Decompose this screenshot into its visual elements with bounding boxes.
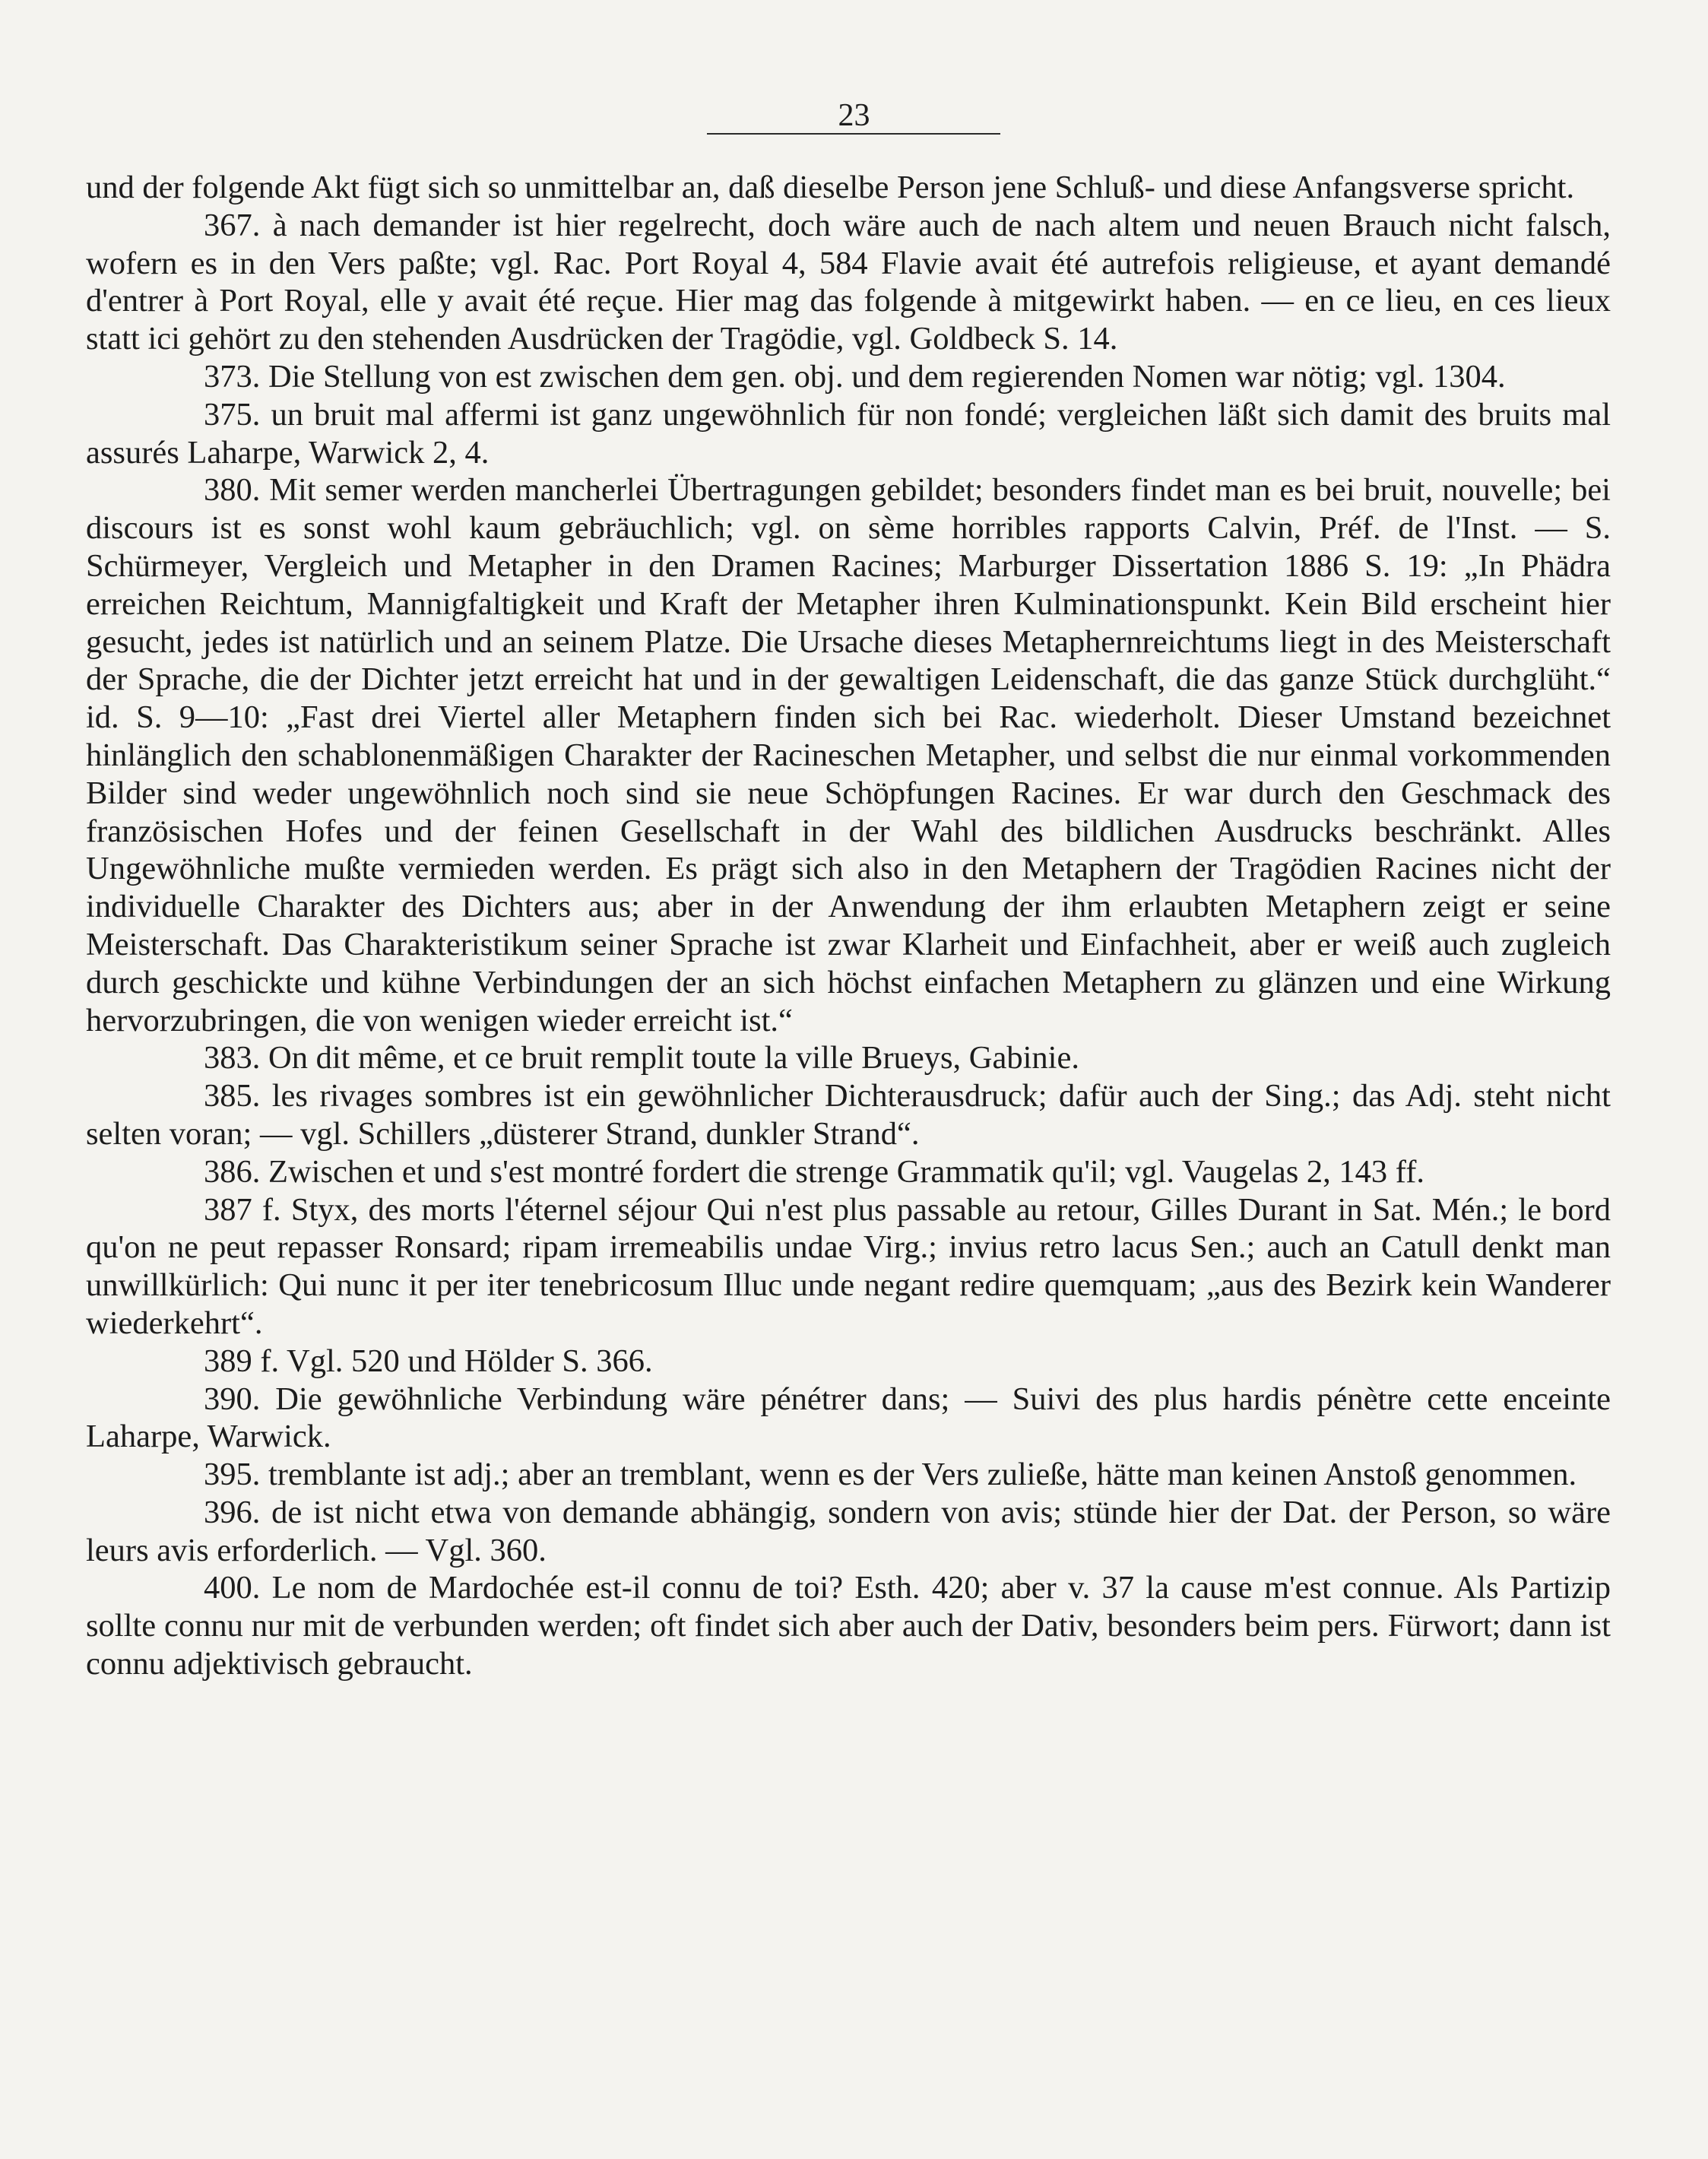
- note-383: 383. On dit même, et ce bruit remplit toute la ville Brueys, Gabinie.: [204, 1040, 1079, 1076]
- note-367: 367. à nach demander ist hier regelrecht, doch wäre auch de nach altem und neuen Brauch nicht falsch, wofern es in den Vers paßte; vgl. Rac. Port Royal 4, 584 Flavie avait été autrefois religieuse, et ayant demandé d'entrer à Port Royal, elle y avait été reçue. Hier mag das folgende à mitgewirkt haben. — en ce lieu, en ces lieux statt ici gehört zu den stehenden Ausdrücken der Tragödie, vgl. Goldbeck S. 14.: [86, 207, 1611, 357]
- note-396: 396. de ist nicht etwa von demande abhängig, sondern von avis; stünde hier der Dat. der Person, so wäre leurs avis erforderlich. — Vgl. 360.: [86, 1494, 1611, 1568]
- note-395: 395. tremblante ist adj.; aber an tremblant, wenn es der Vers zuließe, hätte man keinen Anstoß genommen.: [204, 1457, 1577, 1493]
- note-389: 389 f. Vgl. 520 und Hölder S. 366.: [204, 1343, 653, 1379]
- header-rule: [707, 133, 1000, 135]
- commentary-text: [86, 169, 1611, 1683]
- note-387: 387 f. Styx, des morts l'éternel séjour Qui n'est plus passable au retour, Gilles Durant in Sat. Mén.; le bord qu'on ne peut repasser Ronsard; ripam irremeabilis undae Virg.; invius retro lacus Sen.; auch an Catull denkt man unwillkürlich: Qui nunc it per iter tenebricosum Illuc unde negant redire quemquam; „aus des Bezirk kein Wanderer wiederkehrt“.: [86, 1191, 1611, 1341]
- note-390: 390. Die gewöhnliche Verbindung wäre pénétrer dans; — Suivi des plus hardis pénètre cette enceinte Laharpe, Warwick.: [86, 1381, 1611, 1455]
- note-386: 386. Zwischen et und s'est montré fordert die strenge Grammatik qu'il; vgl. Vaugelas 2, 143 ff.: [204, 1153, 1424, 1190]
- note-373: 373. Die Stellung von est zwischen dem gen. obj. und dem regierenden Nomen war nötig; vgl. 1304.: [204, 358, 1506, 395]
- note-385: 385. les rivages sombres ist ein gewöhnlicher Dichterausdruck; dafür auch der Sing.; das Adj. steht nicht selten voran; — vgl. Schillers „düsterer Strand, dunkler Strand“.: [86, 1078, 1611, 1152]
- paragraph-continuation: und der folgende Akt fügt sich so unmittelbar an, daß dieselbe Person jene Schluß- und diese Anfangsverse spricht.: [86, 170, 1575, 205]
- page-number: 23: [838, 98, 870, 133]
- note-380: 380. Mit semer werden mancherlei Übertragungen gebildet; besonders findet man es bei bruit, nouvelle; bei discours ist es sonst wohl kaum gebräuchlich; vgl. on sème horribles rapports Calvin, Préf. de l'Inst. — S. Schürmeyer, Vergleich und Metapher in den Dramen Racines; Marburger Dissertation 1886 S. 19: „In Phädra erreichen Reichtum, Mannigfaltigkeit und Kraft der Metapher ihren Kulminationspunkt. Kein Bild erscheint hier gesucht, jedes ist natürlich und an seinem Platze. Die Ursache dieses Metaphernreichtums liegt in des Meisterschaft der Sprache, die der Dichter jetzt erreicht hat und in der gewaltigen Leidenschaft, die das ganze Stück durchglüht.“ id. S. 9—10: „Fast drei Viertel aller Metaphern finden sich bei Rac. wiederholt. Dieser Umstand bezeichnet hinlänglich den schablonenmäßigen Charakter der Racineschen Metapher, und selbst die nur einmal vorkommenden Bilder sind weder ungewöhnlich noch sind sie neue Schöpfungen Racines. Er war durch den Geschmack des französischen Hofes und der feinen Gesellschaft in der Wahl des bildlichen Ausdrucks beschränkt. Alles Ungewöhnliche mußte vermieden werden. Es prägt sich also in den Metaphern der Tragödien Racines nicht der individuelle Charakter des Dichters aus; aber in der Anwendung der ihm erlaubten Metaphern zeigt er seine Meisterschaft. Das Charakteristikum seiner Sprache ist zwar Klarheit und Einfachheit, aber er weiß auch zugleich durch geschickte und kühne Verbindungen der an sich höchst einfachen Metaphern zu glänzen und eine Wirkung hervorzubringen, die von wenigen wieder erreicht ist.“: [86, 472, 1611, 1038]
- note-375: 375. un bruit mal affermi ist ganz ungewöhnlich für non fondé; vergleichen läßt sich damit des bruits mal assurés Laharpe, Warwick 2, 4.: [86, 396, 1611, 471]
- note-400: 400. Le nom de Mardochée est-il connu de toi? Esth. 420; aber v. 37 la cause m'est connue. Als Partizip sollte connu nur mit de verbunden werden; oft findet sich aber auch der Dativ, besonders beim pers. Fürwort; dann ist connu adjektivisch gebraucht.: [86, 1570, 1611, 1682]
